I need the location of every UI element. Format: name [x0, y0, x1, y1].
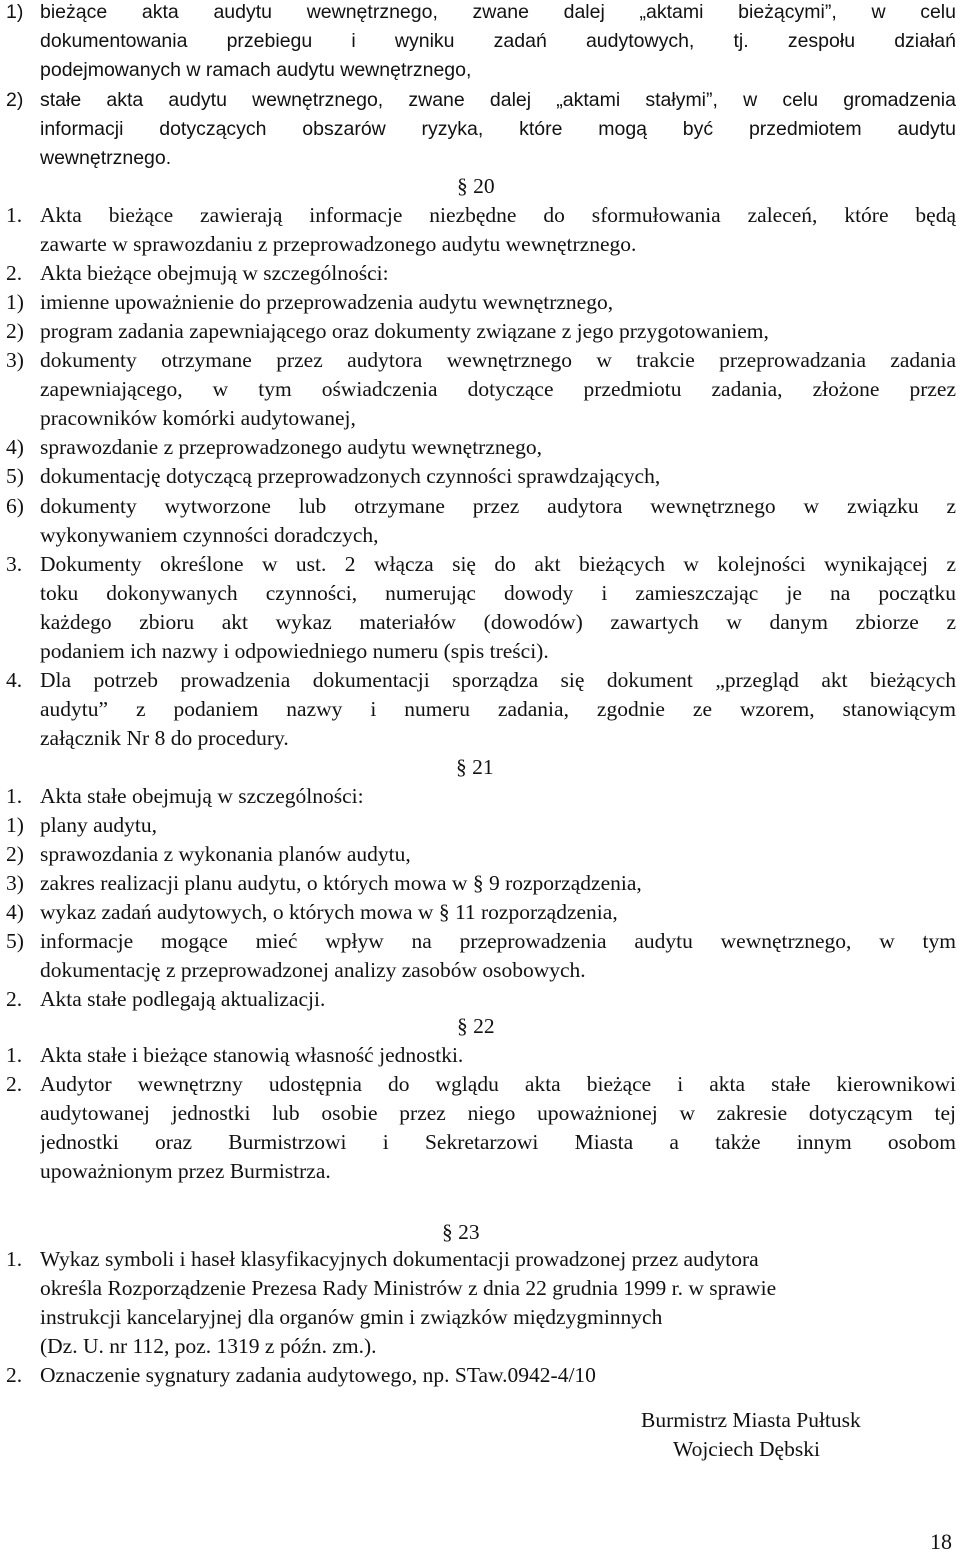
list-marker: 2. [6, 1072, 23, 1096]
list-marker: 4. [6, 668, 23, 692]
text-line: stałe akta audytu wewnętrznego, zwane dalej „aktami stałymi”, w celu gromadzenia [40, 89, 956, 111]
text-line: każdego zbioru akt wykaz materiałów (dowodów) zawartych w danym zbiorze z [40, 610, 956, 634]
list-marker: 3) [6, 348, 24, 372]
text-line: plany audytu, [40, 813, 158, 837]
page-number: 18 [930, 1529, 952, 1554]
list-marker: 4) [6, 900, 24, 924]
text-line: podejmowanych w ramach audytu wewnętrznego, [40, 59, 472, 81]
signature-title: Burmistrz Miasta Pułtusk [641, 1408, 861, 1432]
signature-name: Wojciech Dębski [673, 1437, 820, 1461]
list-marker: 1) [6, 1, 24, 23]
text-line: instrukcji kancelaryjnej dla organów gmin i związków międzygminnych [40, 1305, 663, 1329]
list-marker: 1) [6, 813, 24, 837]
text-line: Dokumenty określone w ust. 2 włącza się do akt bieżących w kolejności wynikającej z [40, 552, 956, 576]
text-line: Akta bieżące obejmują w szczególności: [40, 261, 389, 285]
list-marker: 6) [6, 494, 24, 518]
list-marker: 3) [6, 871, 24, 895]
text-line: Akta stałe podlegają aktualizacji. [40, 987, 326, 1011]
section-heading: § 23 [442, 1220, 480, 1244]
text-line: (Dz. U. nr 112, poz. 1319 z późn. zm.). [40, 1334, 377, 1358]
text-line: zawarte w sprawozdaniu z przeprowadzonego audytu wewnętrznego. [40, 232, 637, 256]
list-marker: 1. [6, 1043, 23, 1067]
text-line: toku dokonywanych czynności, numerując dowody i zamieszczając je na początku [40, 581, 956, 605]
text-line: określa Rozporządzenie Prezesa Rady Ministrów z dnia 22 grudnia 1999 r. w sprawie [40, 1276, 777, 1300]
list-marker: 4) [6, 435, 24, 459]
text-line: wykaz zadań audytowych, o których mowa w § 11 rozporządzenia, [40, 900, 618, 924]
list-marker: 2) [6, 89, 24, 111]
text-line: sprawozdanie z przeprowadzonego audytu wewnętrznego, [40, 435, 543, 459]
text-line: jednostki oraz Burmistrzowi i Sekretarzowi Miasta a także innym osobom [40, 1130, 956, 1154]
text-line: informacji dotyczących obszarów ryzyka, które mogą być przedmiotem audytu [40, 118, 956, 140]
text-line: program zadania zapewniającego oraz dokumenty związane z jego przygotowaniem, [40, 319, 769, 343]
text-line: Dla potrzeb prowadzenia dokumentacji sporządza się dokument „przegląd akt bieżących [40, 668, 956, 692]
text-line: Akta bieżące zawierają informacje niezbędne do sformułowania zaleceń, które będą [40, 203, 956, 227]
list-marker: 1. [6, 784, 23, 808]
list-marker: 1) [6, 290, 24, 314]
list-marker: 2) [6, 319, 24, 343]
text-line: upoważnionym przez Burmistrza. [40, 1159, 331, 1183]
text-line: dokumenty wytworzone lub otrzymane przez audytora wewnętrznego w związku z [40, 494, 956, 518]
text-line: audytu” z podaniem nazwy i numeru zadania, zgodnie ze wzorem, stanowiącym [40, 697, 956, 721]
list-marker: 2. [6, 987, 23, 1011]
text-line: dokumentację z przeprowadzonej analizy zasobów osobowych. [40, 958, 586, 982]
text-line: załącznik Nr 8 do procedury. [40, 726, 289, 750]
list-marker: 2. [6, 1363, 23, 1387]
text-line: podaniem ich nazwy i odpowiedniego numeru (spis treści). [40, 639, 549, 663]
text-line: zapewniającego, w tym oświadczenia dotyczące przedmiotu zadania, złożone przez [40, 377, 956, 401]
text-line: Akta stałe obejmują w szczególności: [40, 784, 364, 808]
text-line: bieżące akta audytu wewnętrznego, zwane dalej „aktami bieżącymi”, w celu [40, 1, 956, 23]
text-line: dokumenty otrzymane przez audytora wewnętrznego w trakcie przeprowadzania zadania [40, 348, 956, 372]
list-marker: 1. [6, 203, 23, 227]
text-line: Wykaz symboli i haseł klasyfikacyjnych dokumentacji prowadzonej przez audytora [40, 1247, 759, 1271]
text-line: dokumentowania przebiegu i wyniku zadań audytowych, tj. zespołu działań [40, 30, 956, 52]
text-line: pracowników komórki audytowanej, [40, 406, 356, 430]
text-line: informacje mogące mieć wpływ na przeprowadzenia audytu wewnętrznego, w tym [40, 929, 956, 953]
text-line: audytowanej jednostki lub osobie przez niego upoważnionej w zakresie dotyczącym tej [40, 1101, 956, 1125]
text-line: Akta stałe i bieżące stanowią własność jednostki. [40, 1043, 464, 1067]
text-line: wewnętrznego. [40, 147, 172, 169]
list-marker: 3. [6, 552, 23, 576]
text-line: Audytor wewnętrzny udostępnia do wglądu akta bieżące i akta stałe kierownikowi [40, 1072, 956, 1096]
list-marker: 2. [6, 261, 23, 285]
list-marker: 5) [6, 929, 24, 953]
list-marker: 1. [6, 1247, 23, 1271]
text-line: dokumentację dotyczącą przeprowadzonych czynności sprawdzających, [40, 464, 661, 488]
text-line: zakres realizacji planu audytu, o których mowa w § 9 rozporządzenia, [40, 871, 642, 895]
text-line: wykonywaniem czynności doradczych, [40, 523, 379, 547]
text-line: Oznaczenie sygnatury zadania audytowego, np. STaw.0942-4/10 [40, 1363, 596, 1387]
section-heading: § 20 [457, 174, 495, 198]
list-marker: 2) [6, 842, 24, 866]
text-line: imienne upoważnienie do przeprowadzenia audytu wewnętrznego, [40, 290, 614, 314]
section-heading: § 21 [456, 755, 494, 779]
list-marker: 5) [6, 464, 24, 488]
text-line: sprawozdania z wykonania planów audytu, [40, 842, 411, 866]
section-heading: § 22 [457, 1014, 495, 1038]
